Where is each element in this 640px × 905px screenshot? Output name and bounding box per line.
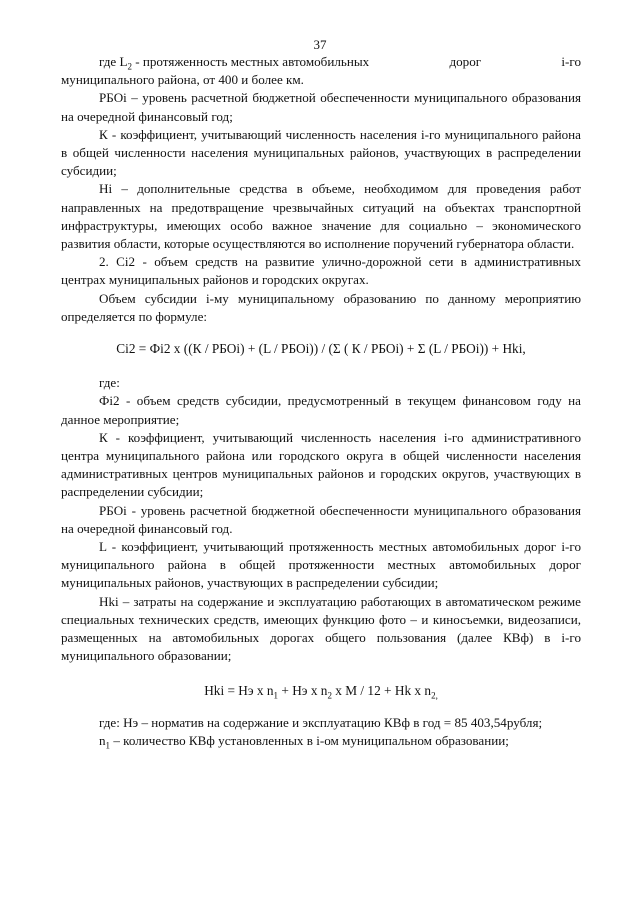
l2-word-igo: i-го xyxy=(561,54,581,69)
paragraph-n1: $n_1$ – количество КВф установленных в i-ом муниципальном образовании; xyxy=(99,732,509,751)
paragraph-rboi-2: РБОi - уровень расчетной бюджетной обеспеченности муниципального образования на очередной финансовый год. xyxy=(61,502,581,536)
paragraph-rboi: РБОi – уровень расчетной бюджетной обеспеченности муниципального образования на очередной финансовый год; xyxy=(61,90,581,124)
paragraph-subsidy-volume: Объем субсидии i-му муниципальному образованию по данному мероприятию определяется по формуле: xyxy=(61,290,581,324)
paragraph-where: где: xyxy=(99,375,120,391)
paragraph-ne-norm: где: Нэ – норматив на содержание и эксплуатацию КВф в год = 85 403,54рубля; xyxy=(99,714,543,730)
formula-hki: Нki = Нэ x $n_1$ + Нэ x $n_2$ x М / 12 + Нk x $n_{2,}$ xyxy=(204,682,438,701)
paragraph-k-coefficient: К - коэффициент, учитывающий численность населения i-го муниципального района в общей численности населения муниципальных районов, участвующих в распределении субсидии; xyxy=(61,126,581,179)
page-number: 37 xyxy=(313,37,327,52)
formula-ci2: Сi2 = Фi2 x ((К / РБОi) + (L / РБОi)) / (Σ ( К / РБОi) + Σ (L / РБОi)) + Нki, xyxy=(116,341,526,357)
document-body xyxy=(61,53,581,750)
paragraph-hki: Нki – затраты на содержание и эксплуатацию работающих в автоматическом режиме специальных технических средств, имеющих функцию фото – и киносъемки, видеозаписи, размещенных на автомобильных дорогах общего пользования (далее КВф) в i-го муниципального образовании; xyxy=(61,593,581,664)
l2-term: где $L_2$ - протяженность местных автомобильных xyxy=(99,54,370,72)
paragraph-l-coefficient: L - коэффициент, учитывающий протяженность местных автомобильных дорог i-го муниципального района в общей протяженности местных автомобильных дорог муниципальных районов, участвующих в распределении субсидии; xyxy=(61,539,581,591)
paragraph-fi2: Фi2 - объем средств субсидии, предусмотренный в текущем финансовом году на данное мероприятие; xyxy=(61,393,581,427)
l2-word-roads: дорог xyxy=(449,54,482,69)
paragraph-ci2: 2. Сi2 - объем средств на развитие улично-дорожной сети в административных центрах муниципальных районов и городских округах. xyxy=(61,254,581,288)
paragraph-hi: Hi – дополнительные средства в объеме, необходимом для проведения работ направленных на предотвращение чрезвычайных ситуаций на объектах транспортной инфраструктуры, имеющих особо важное значение для социально – экономического развития области, которые осуществляются во исполнение поручений губернатора области. xyxy=(61,181,581,252)
paragraph-l2-continuation: муниципального района, от 400 и более км. xyxy=(61,72,304,88)
paragraph-l2-definition xyxy=(61,53,581,71)
paragraph-k-admin-centers: К - коэффициент, учитывающий численность населения i-го административного центра муниципального района или городского округа в общей численности населения административных центров муниципальных районов и городских округов, участвующих в распределении субсидии; xyxy=(61,429,581,500)
